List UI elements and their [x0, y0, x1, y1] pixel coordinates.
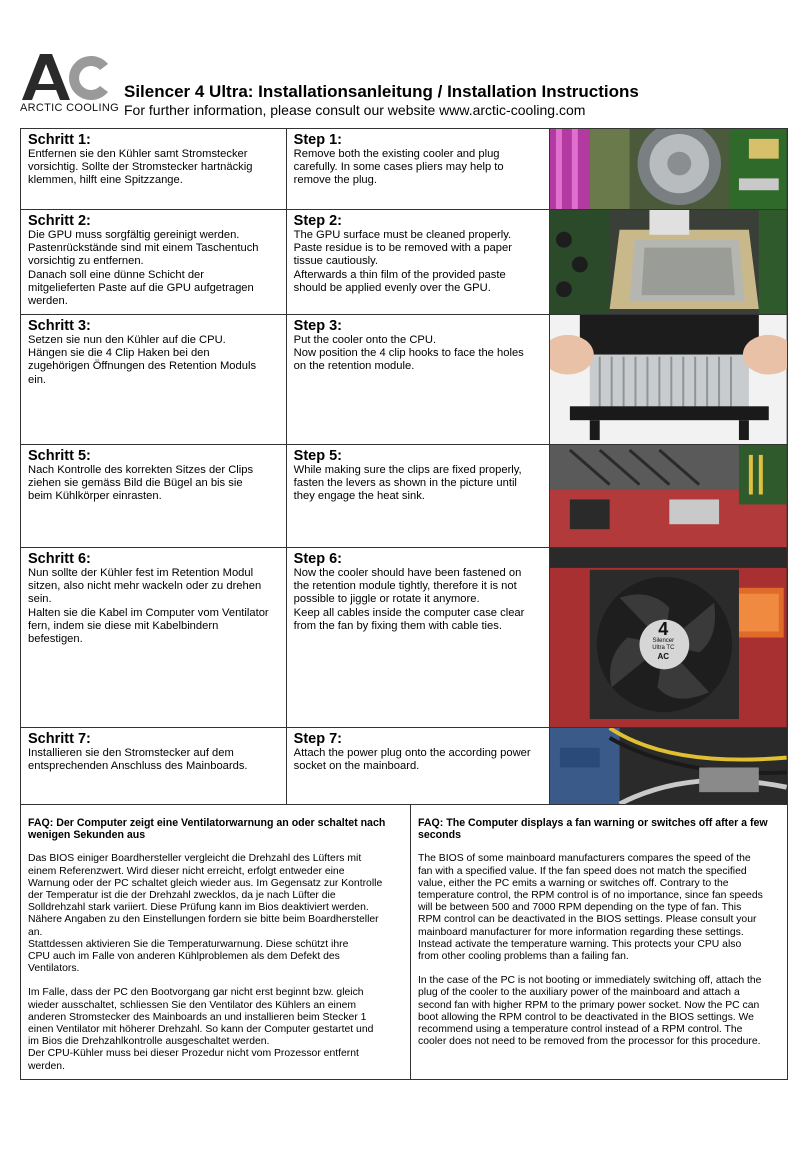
step-en-title: Step 3: [293, 318, 342, 334]
fan-badge-number: 4 [658, 619, 669, 639]
steps-table [20, 128, 788, 805]
step-de-title: Schritt 7: [28, 731, 91, 747]
page-title: Silencer 4 Ultra: Installationsanleitung / Installation Instructions [124, 82, 639, 101]
ac-logo-mark [20, 50, 120, 102]
step-row [21, 315, 788, 445]
step-en-cell [287, 548, 551, 727]
step-de-title: Schritt 6: [28, 551, 91, 567]
step-en-cell [287, 129, 551, 209]
step-de-title: Schritt 5: [28, 448, 91, 464]
faq-en-paragraph: The BIOS of some mainboard manufacturers compares the speed of the fan with a specified value. If the fan speed does not match the specified value, either the PC emits a warning or switches off. Contrary to the temperature control, the RPM control is of no importance, since fan speeds will be between 500 and 7000 RPM depending on the type of fan. This RPM control can be deactivated in the BIOS settings. Please consult your mainboard manufacturer for more information regarding these settings. Instead activate the temperature warning. This protects your CPU also from other cooling problems than a failing fan. [418, 853, 763, 963]
faq-section [20, 804, 788, 1080]
faq-en-title: FAQ: The Computer displays a fan warning or switches off after a few seconds [418, 817, 768, 842]
step-de-cell [21, 129, 287, 209]
step-photo-place-cooler [550, 315, 788, 444]
step-en-title: Step 7: [293, 731, 342, 747]
fan-label-badge [638, 620, 688, 670]
faq-german [21, 804, 411, 1079]
step-de-text: Nach Kontrolle des korrekten Sitzes der Clips ziehen sie gemäss Bild die Bügel an bis sie beim Kühlkörper einrasten. [28, 464, 254, 503]
step-photo-fasten-levers [550, 445, 788, 547]
arctic-cooling-logo [20, 50, 120, 120]
step-en-cell [287, 315, 551, 444]
step-en-text: Now the cooler should have been fastened on the retention module tightly, therefore it is not possible to jiggle or rotate it anymore. Keep all cables inside the computer case clear from the fan by fixing them with cable ties. [293, 567, 525, 632]
fan-badge-letters: AC [657, 652, 670, 661]
step-en-text: Put the cooler onto the CPU. Now position the 4 clip hooks to face the holes on the retention module. [293, 334, 524, 373]
step-de-title: Schritt 1: [28, 132, 91, 148]
step-photo-remove-cooler [550, 129, 788, 209]
step-photo-power-plug [550, 728, 788, 804]
step-row [21, 728, 788, 805]
faq-de-paragraph: Das BIOS einiger Boardhersteller vergleicht die Drehzahl des Lüfters mit einem Referenzwert. Wird dieser nicht erreicht, erfolgt entweder eine Warnung oder der PC schaltet gleich wieder aus. Im Gegensatz zur Kontrolle der Temperatur ist die der Drehzahl zwecklos, da je nach Lüfter die Solldrehzahl stark variiert. Diese Prüfung kann im Bios deaktiviert werden. Nähere Angaben zu den Einstellungen fordern sie bitte beim Boardhersteller an. Stattdessen aktivieren Sie die Temperaturwarnung. Diese schützt ihre CPU auch im Falle von anderen Kühlproblemen als dem Defekt des Ventilators. [28, 853, 383, 975]
step-de-text: Entfernen sie den Kühler samt Stromstecker vorsichtig. Sollte der Stromstecker hartnäckig klemmen, hilft eine Spitzzange. [28, 148, 253, 187]
step-row [21, 445, 788, 548]
step-de-cell [21, 445, 287, 547]
step-en-text: The GPU surface must be cleaned properly. Paste residue is to be removed with a paper tissue cautiously. Afterwards a thin film of the provided paste should be applied evenly over the GPU. [293, 229, 512, 294]
step-photo-installed-cooler [550, 548, 788, 727]
step-en-cell [287, 210, 551, 314]
faq-de-title: FAQ: Der Computer zeigt eine Ventilatorwarnung an oder schaltet nach wenigen Sekunden aus [28, 817, 386, 842]
step-photo-apply-paste [550, 210, 788, 314]
step-en-text: While making sure the clips are fixed properly, fasten the levers as shown in the picture until they engage the heat sink. [293, 464, 522, 503]
fan-badge-line1: Silencer [652, 638, 675, 644]
step-en-cell [287, 728, 551, 804]
step-de-text: Die GPU muss sorgfältig gereinigt werden. Pastenrückstände sind mit einem Taschentuch vorsichtig zu entfernen. Danach soll eine dünne Schicht der mitgelieferten Paste auf die GPU aufgetragen werden. [28, 229, 259, 308]
step-en-title: Step 5: [293, 448, 342, 464]
step-de-cell [21, 315, 287, 444]
step-de-text: Installieren sie den Stromstecker auf dem entsprechenden Anschluss des Mainboards. [28, 747, 248, 773]
step-de-cell [21, 728, 287, 804]
step-row [21, 210, 788, 315]
step-de-title: Schritt 2: [28, 213, 91, 229]
step-row [21, 129, 788, 210]
step-de-title: Schritt 3: [28, 318, 91, 334]
step-en-text: Remove both the existing cooler and plug carefully. In some cases pliers may help to remove the plug. [293, 148, 504, 187]
step-row [21, 548, 788, 728]
step-en-title: Step 2: [293, 213, 342, 229]
faq-de-paragraph: Im Falle, dass der PC den Bootvorgang gar nicht erst beginnt bzw. gleich wieder ausschaltet, schliessen Sie den Ventilator des Kühlers an einem anderen Stromstecker des Mainboards an und installieren beim Stecker 1 einen Ventilator mit höherer Drehzahl. So kann der Computer gestartet und im Bios die Drehzahlkontrolle ausgeschaltet werden. Der CPU-Kühler muss bei dieser Prozedur nicht vom Prozessor entfernt werden. [28, 987, 374, 1072]
step-en-text: Attach the power plug onto the according power socket on the mainboard. [293, 747, 531, 773]
step-en-title: Step 1: [293, 132, 342, 148]
step-en-title: Step 6: [293, 551, 342, 567]
fan-badge-line2: Ultra TC [652, 645, 675, 651]
step-de-cell [21, 210, 287, 314]
step-de-text: Nun sollte der Kühler fest im Retention Modul sitzen, also nicht mehr wackeln oder zu drehen sein. Halten sie die Kabel im Computer vom Ventilator fern, indem sie diese mit Kabelbindern befestigen. [28, 567, 269, 646]
page-subtitle: For further information, please consult our website www.arctic-cooling.com [124, 102, 586, 118]
step-de-text: Setzen sie nun den Kühler auf die CPU. Hängen sie die 4 Clip Haken bei den zugehörigen Öffnungen des Retention Moduls ein. [28, 334, 257, 386]
faq-english [411, 804, 787, 1079]
logo-wordmark: ARCTIC COOLING [20, 102, 119, 114]
step-de-cell [21, 548, 287, 727]
faq-en-paragraph: In the case of the PC is not booting or immediately switching off, attach the plug of the cooler to the auxiliary power of the mainboard and attach a second fan with higher RPM to the primary power socket. Now the PC can boot allowing the RPM control to be deactivated in the BIOS settings. We recommend using a temperature control instead of a RPM control. The cooler does not need to be removed from the processor for this procedure. [418, 975, 762, 1048]
step-en-cell [287, 445, 551, 547]
